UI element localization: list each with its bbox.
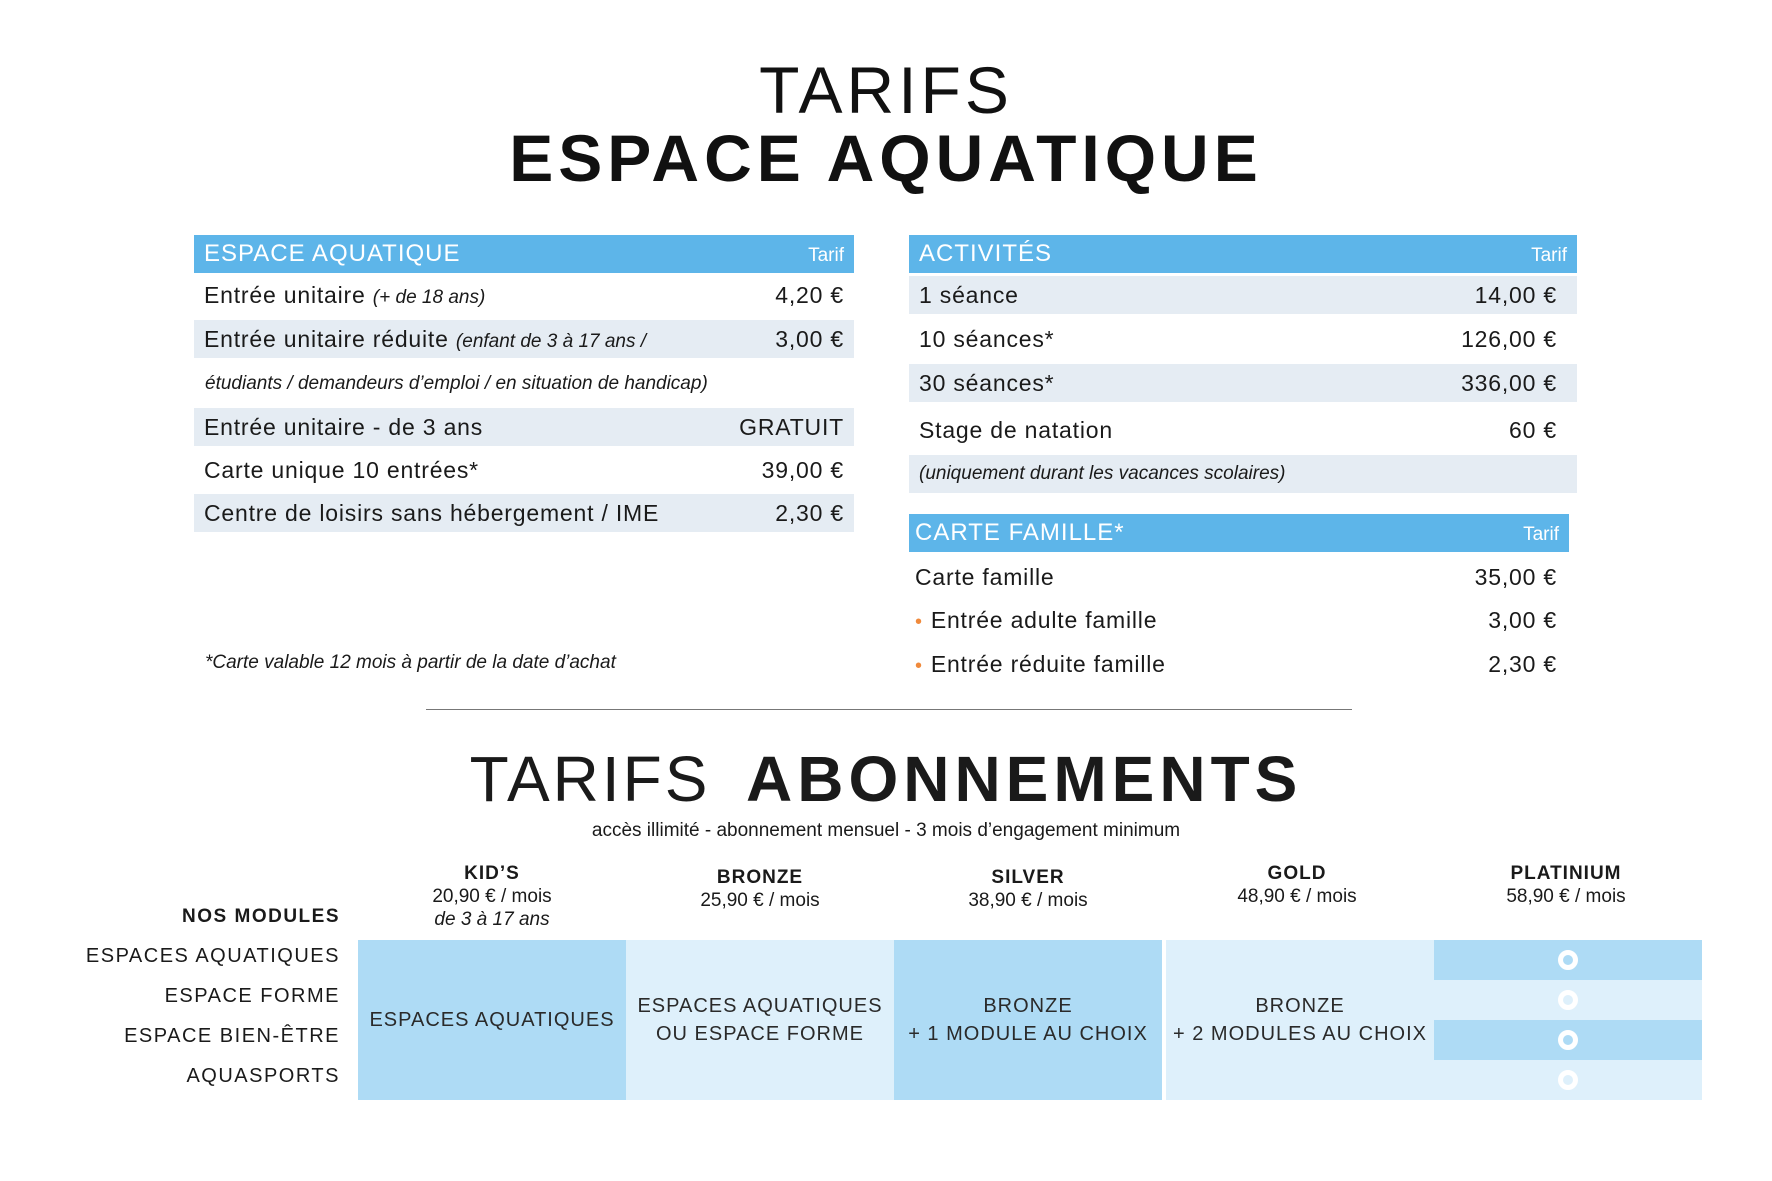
- row-value: 336,00 €: [1461, 369, 1557, 396]
- row-value: 2,30 €: [1488, 650, 1557, 677]
- module-label: ESPACE BIEN-ÊTRE: [124, 1025, 340, 1047]
- platinium-cell: [1434, 940, 1702, 980]
- aquatique-footnote: *Carte valable 12 mois à partir de la date d’achat: [205, 652, 616, 673]
- aquatique-header-title: ESPACE AQUATIQUE: [204, 240, 461, 267]
- aquatique-row: [194, 320, 854, 358]
- abonnements-caption: accès illimité - abonnement mensuel - 3 mois d’engagement minimum: [591, 820, 1181, 841]
- plan-header-silver: [894, 866, 1162, 912]
- plan-header-bronze: [626, 866, 894, 912]
- row-value: 2,30 €: [775, 499, 844, 526]
- famille-row: [909, 558, 1577, 596]
- modules-header: NOS MODULES: [182, 906, 340, 927]
- abonnements-title: [0, 742, 1772, 816]
- aquatique-row: [194, 276, 854, 314]
- row-note: (+ de 18 ans): [372, 286, 486, 308]
- row-value: 4,20 €: [775, 281, 844, 308]
- plan-cell-kids: [358, 940, 626, 1100]
- plan-header-gold: [1163, 862, 1431, 908]
- page-title: ESPACE AQUATIQUE: [509, 121, 1263, 195]
- aquatique-table-header: [194, 235, 854, 273]
- plan-content-line: BRONZE: [983, 995, 1073, 1017]
- famille-header-tarif: Tarif: [1523, 524, 1559, 545]
- row-value: 14,00 €: [1474, 281, 1557, 308]
- row-value: 39,00 €: [761, 456, 844, 483]
- row-label: Entrée unitaire: [204, 281, 366, 308]
- row-label: Stage de natation: [919, 416, 1113, 443]
- plan-cell-bronze: [626, 940, 894, 1100]
- plan-content-line: BRONZE: [1255, 995, 1345, 1017]
- abonnements-title-bold: ABONNEMENTS: [746, 743, 1303, 815]
- activites-header-tarif: Tarif: [1531, 245, 1567, 266]
- row-value: 35,00 €: [1474, 563, 1557, 590]
- plan-age: de 3 à 17 ans: [434, 909, 550, 930]
- activites-header-title: ACTIVITÉS: [919, 240, 1053, 267]
- activites-row: [909, 320, 1577, 358]
- row-label: Entrée unitaire - de 3 ans: [204, 413, 484, 440]
- plan-price: 38,90 € / mois: [968, 890, 1088, 911]
- row-value: 60 €: [1509, 416, 1557, 443]
- platinium-cell: [1434, 1020, 1702, 1060]
- aquatique-header-tarif: Tarif: [808, 245, 844, 266]
- row-value: 126,00 €: [1461, 325, 1557, 352]
- row-value: 3,00 €: [1488, 606, 1557, 633]
- circle-check-icon: [1558, 1030, 1578, 1050]
- activites-table-header: [909, 235, 1577, 273]
- row-label: Carte unique 10 entrées*: [204, 456, 479, 483]
- row-label: Entrée adulte famille: [930, 606, 1158, 633]
- row-label: Entrée réduite famille: [930, 650, 1166, 677]
- activites-note-row: [909, 455, 1577, 493]
- plan-name: BRONZE: [716, 867, 804, 888]
- plan-name: SILVER: [991, 867, 1065, 888]
- plan-price: 48,90 € / mois: [1237, 886, 1357, 907]
- activites-row: [909, 411, 1577, 449]
- plan-cell-silver: [894, 940, 1162, 1100]
- row-label: 10 séances*: [919, 325, 1055, 352]
- famille-row: [909, 645, 1577, 683]
- plan-header-platinium: [1432, 862, 1700, 908]
- aquatique-row: [194, 451, 854, 489]
- module-label: AQUASPORTS: [186, 1065, 340, 1087]
- platinium-cell: [1434, 980, 1702, 1020]
- bullet-icon: •: [915, 610, 923, 633]
- row-value: 3,00 €: [775, 325, 844, 352]
- plan-price: 25,90 € / mois: [700, 890, 820, 911]
- section-divider: [426, 709, 1352, 710]
- circle-check-icon: [1558, 950, 1578, 970]
- row-value: GRATUIT: [739, 413, 844, 440]
- plan-name: GOLD: [1267, 863, 1327, 884]
- plan-price: 58,90 € / mois: [1506, 886, 1626, 907]
- famille-table-header: [909, 514, 1569, 552]
- plan-cell-gold: [1166, 940, 1434, 1100]
- row-note: (enfant de 3 à 17 ans /: [455, 330, 647, 352]
- row-label: Centre de loisirs sans hébergement / IME: [204, 499, 660, 526]
- module-label: ESPACES AQUATIQUES: [85, 945, 340, 967]
- plan-content-line: ESPACES AQUATIQUES: [369, 1009, 615, 1031]
- page-title-light: TARIFS: [759, 53, 1013, 127]
- aquatique-row: [194, 494, 854, 532]
- plan-content-line: ESPACES AQUATIQUES: [637, 995, 883, 1017]
- plan-content-line: OU ESPACE FORME: [655, 1023, 864, 1045]
- abonnements-title-light: TARIFS: [469, 743, 711, 815]
- platinium-cell: [1434, 1060, 1702, 1100]
- row-label: Entrée unitaire réduite: [204, 325, 449, 352]
- module-label: ESPACE FORME: [164, 985, 340, 1007]
- circle-check-icon: [1558, 990, 1578, 1010]
- row-label: Carte famille: [915, 563, 1055, 590]
- circle-check-icon: [1558, 1070, 1578, 1090]
- row-label: 30 séances*: [919, 369, 1055, 396]
- activites-row: [909, 364, 1577, 402]
- famille-header-title: CARTE FAMILLE*: [915, 519, 1125, 546]
- famille-row: [909, 601, 1577, 639]
- plan-content-line: + 2 MODULES AU CHOIX: [1173, 1023, 1427, 1045]
- plan-name: PLATINIUM: [1510, 863, 1622, 884]
- aquatique-row: [194, 408, 854, 446]
- plan-content-line: + 1 MODULE AU CHOIX: [908, 1023, 1148, 1045]
- plan-name: KID’S: [464, 863, 520, 884]
- activites-row: [909, 276, 1577, 314]
- plan-header-kids: [358, 862, 626, 931]
- activites-note: (uniquement durant les vacances scolaires): [919, 463, 1286, 484]
- row-label: 1 séance: [919, 281, 1019, 308]
- bullet-icon: •: [915, 654, 923, 677]
- plan-price: 20,90 € / mois: [432, 886, 552, 907]
- aquatique-row-continuation: étudiants / demandeurs d’emploi / en situation de handicap): [205, 373, 708, 394]
